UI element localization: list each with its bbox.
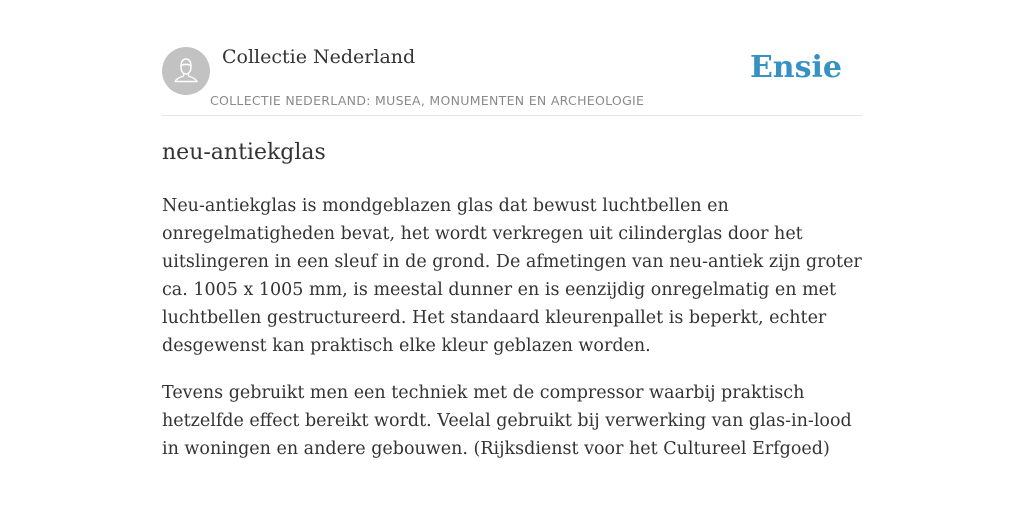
article-paragraph: Neu-antiekglas is mondgeblazen glas dat bewust luchtbellen en onregelmatigheden bevat, het wordt verkregen uit cilinderglas door het uitslingeren in een sleuf in de grond. De afmetingen van neu-antiek zijn groter ca. 1005 x 1005 mm, is meestal dunner en is eenzijdig onregelmatig en met luchtbellen gestructureerd. Het standaard kleurenpallet is beperkt, echter desgewenst kan praktisch elke kleur geblazen worden. bbox=[162, 196, 862, 356]
author-name[interactable]: Collectie Nederland bbox=[222, 46, 416, 68]
page-title: neu-antiekglas bbox=[162, 140, 326, 165]
header bbox=[162, 44, 862, 116]
ensie-logo[interactable]: Ensie bbox=[749, 50, 842, 85]
article-body bbox=[162, 192, 862, 482]
avatar[interactable] bbox=[162, 47, 210, 95]
article-paragraph: Tevens gebruikt men een techniek met de compressor waarbij praktisch hetzelfde effect bereikt wordt. Veelal gebruikt bij verwerking van glas-in-lood in woningen en andere gebouwen. (Rijksdienst voor het Cultureel Erfgoed) bbox=[162, 383, 852, 459]
user-silhouette-icon bbox=[162, 47, 210, 95]
collection-subtitle[interactable]: COLLECTIE NEDERLAND: MUSEA, MONUMENTEN EN ARCHEOLOGIE bbox=[210, 93, 645, 108]
